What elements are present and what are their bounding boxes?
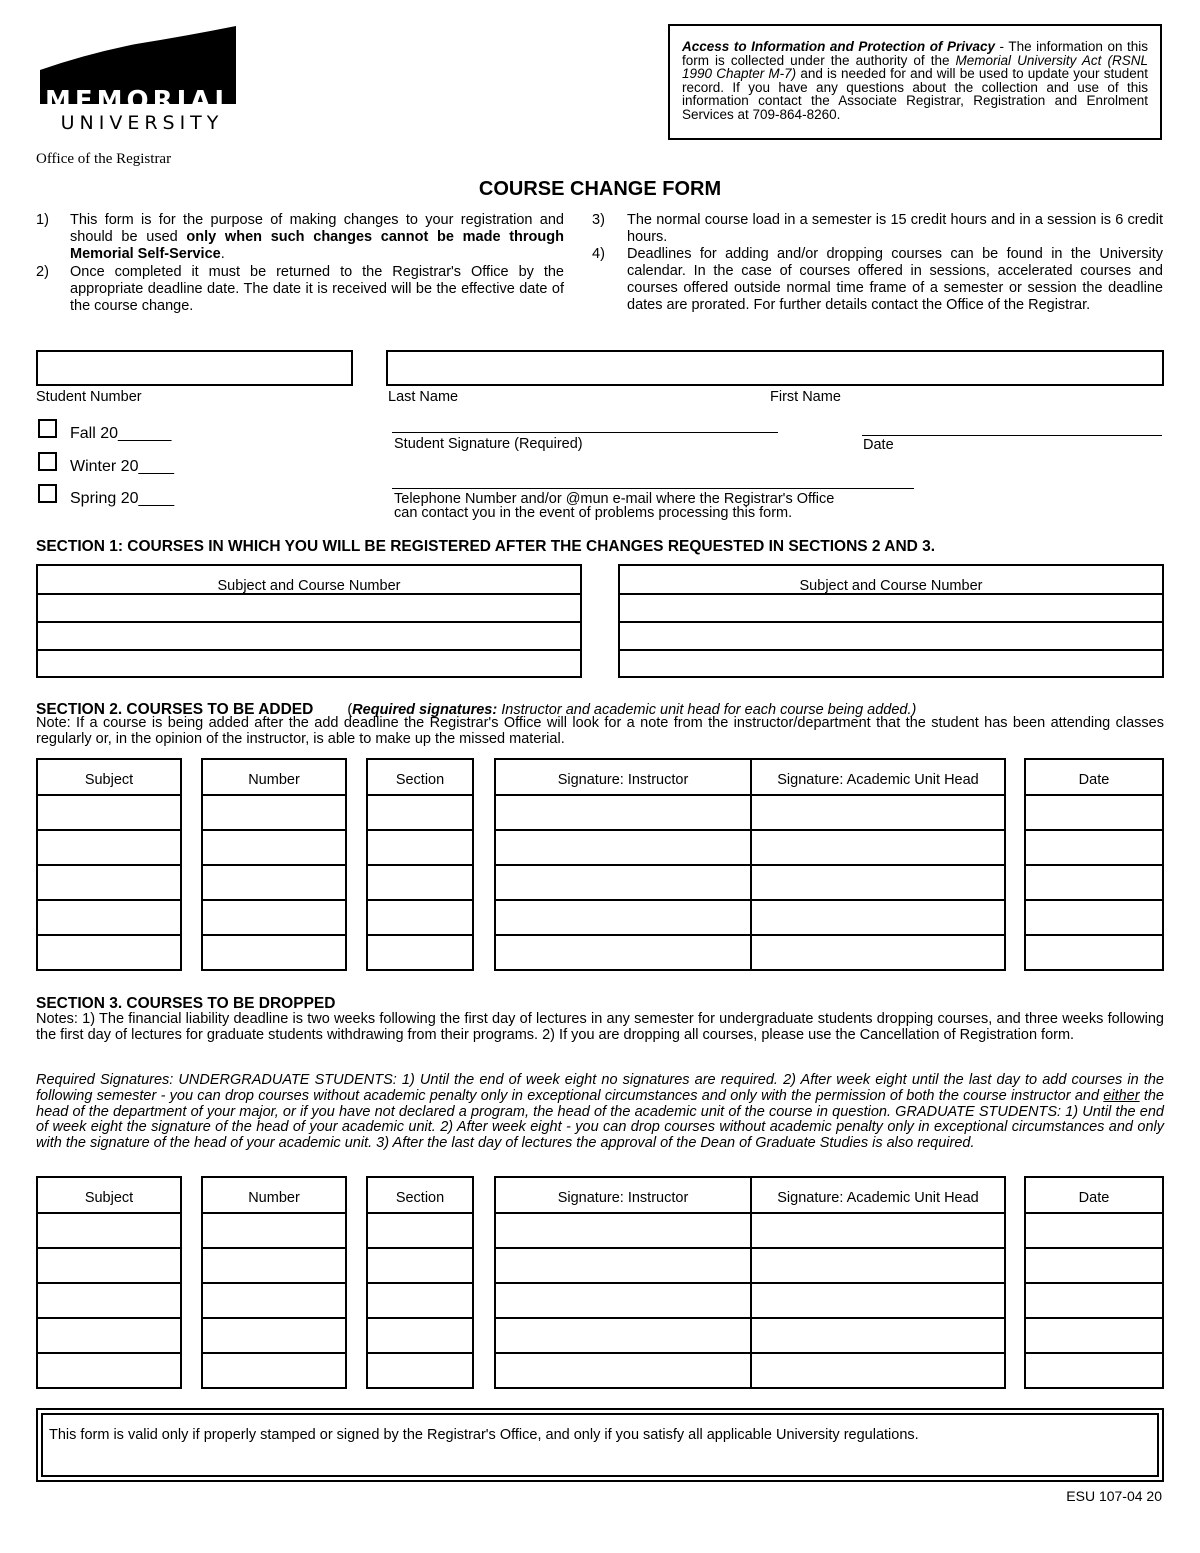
drop-table-header-subject: Subject bbox=[84, 1190, 134, 1206]
form-title: COURSE CHANGE FORM bbox=[478, 178, 722, 200]
drop-table-cell-section[interactable] bbox=[368, 1214, 472, 1249]
add-table-header-row bbox=[203, 760, 345, 796]
note-1-bold: only when such changes cannot be made through Memorial Self-Service bbox=[70, 229, 564, 262]
note-1-number: 1) bbox=[36, 212, 49, 228]
term-checkbox-fall[interactable] bbox=[38, 419, 57, 438]
drop-table-cell-number[interactable] bbox=[203, 1214, 345, 1249]
add-table-cell-date[interactable] bbox=[1026, 901, 1162, 936]
section-1-right-header: Subject and Course Number bbox=[799, 578, 983, 594]
term-label-fall bbox=[70, 425, 171, 443]
add-table-header-row bbox=[38, 760, 180, 796]
add-table-column-sig-unit-head bbox=[750, 758, 1006, 971]
add-table-cell-number[interactable] bbox=[203, 866, 345, 901]
term-fall-text: Fall 20 bbox=[70, 425, 119, 442]
add-table-header-date: Date bbox=[1078, 772, 1110, 788]
drop-table-cell-subject[interactable] bbox=[38, 1319, 180, 1354]
section-1-left-row[interactable] bbox=[38, 595, 580, 623]
drop-table-header-number: Number bbox=[248, 1190, 300, 1206]
note-1-post: . bbox=[220, 246, 225, 262]
add-table-cell-sig-unit-head[interactable] bbox=[752, 831, 1004, 866]
privacy-heading: Access to Information and Protection of Privacy bbox=[682, 39, 996, 54]
drop-table-cell-sig-instructor[interactable] bbox=[496, 1354, 750, 1389]
add-table-cell-section[interactable] bbox=[368, 796, 472, 831]
drop-table-header-section: Section bbox=[395, 1190, 445, 1206]
section-3-req-either: either bbox=[1103, 1087, 1140, 1104]
drop-table-cell-number[interactable] bbox=[203, 1284, 345, 1319]
date-label: Date bbox=[863, 437, 894, 453]
name-field[interactable] bbox=[386, 350, 1164, 386]
add-table-column-section bbox=[366, 758, 474, 971]
note-4-text: Deadlines for adding and/or dropping courses can be found in the University calendar. In the case of courses offered in sessions, accelerated courses and courses offered outside normal time frame of a semester or session the deadline dates are prorated. For further details contact the Office of the Registrar. bbox=[627, 246, 1163, 313]
section-3-title: SECTION 3. COURSES TO BE DROPPED bbox=[36, 995, 336, 1012]
student-number-value bbox=[38, 352, 351, 368]
add-table-cell-sig-instructor[interactable] bbox=[496, 901, 750, 936]
add-table-cell-section[interactable] bbox=[368, 866, 472, 901]
drop-table-header-row bbox=[496, 1178, 750, 1214]
term-label-winter bbox=[70, 458, 174, 476]
name-value bbox=[388, 352, 1162, 368]
section-2-req-text: Instructor and academic unit head for each course being added.) bbox=[497, 702, 917, 718]
drop-table-cell-sig-instructor[interactable] bbox=[496, 1249, 750, 1284]
drop-table-cell-subject[interactable] bbox=[38, 1284, 180, 1319]
privacy-act: Memorial University Act (RSNL 1990 Chapter M-7) bbox=[682, 52, 1148, 81]
add-table-cell-subject[interactable] bbox=[38, 831, 180, 866]
drop-table-header-sig-instructor: Signature: Instructor bbox=[557, 1190, 689, 1206]
drop-table-cell-sig-instructor[interactable] bbox=[496, 1319, 750, 1354]
drop-table-column-number bbox=[201, 1176, 347, 1389]
drop-table-column-sig-instructor bbox=[494, 1176, 752, 1389]
student-number-label: Student Number bbox=[36, 389, 142, 405]
add-table-cell-sig-instructor[interactable] bbox=[496, 936, 750, 971]
drop-table-cell-section[interactable] bbox=[368, 1354, 472, 1389]
logo-university: UNIVERSITY bbox=[60, 112, 224, 134]
contact-line[interactable] bbox=[392, 488, 914, 489]
section-1-right-row[interactable] bbox=[620, 623, 1162, 651]
term-spring-blank[interactable]: ____ bbox=[138, 490, 175, 507]
drop-table-column-sig-unit-head bbox=[750, 1176, 1006, 1389]
drop-table-cell-sig-instructor[interactable] bbox=[496, 1214, 750, 1249]
add-table-cell-subject[interactable] bbox=[38, 866, 180, 901]
drop-table-cell-sig-unit-head[interactable] bbox=[752, 1284, 1004, 1319]
note-2-text: Once completed it must be returned to the Registrar's Office by the appropriate deadline date. The date it is received will be the effective date of the course change. bbox=[70, 264, 564, 314]
drop-table-cell-number[interactable] bbox=[203, 1249, 345, 1284]
note-3-number: 3) bbox=[592, 212, 605, 228]
student-number-field[interactable] bbox=[36, 350, 353, 386]
add-table-cell-number[interactable] bbox=[203, 901, 345, 936]
privacy-notice-text bbox=[682, 40, 1148, 121]
drop-table-header-date: Date bbox=[1078, 1190, 1110, 1206]
add-table-cell-subject[interactable] bbox=[38, 796, 180, 831]
drop-table-cell-section[interactable] bbox=[368, 1249, 472, 1284]
privacy-text-1: - The information on this form is collected under the authority of the bbox=[682, 39, 1148, 68]
section-3-req-b: the head of the department of your major, or if you have not declared a program, the head of the academic unit of the course in question. GRADUATE STUDENTS: 1) Until the end of week eight the signature of the head of your academic unit. 2) After week eight - you can drop courses without academic penalty only in exceptional circumstances and only with the signature of the head of your academic unit. 3) After the last day of lectures the approval of the Dean of Graduate Studies is also required. bbox=[36, 1087, 1164, 1152]
drop-table-cell-date[interactable] bbox=[1026, 1354, 1162, 1389]
term-checkbox-spring[interactable] bbox=[38, 484, 57, 503]
add-table-cell-number[interactable] bbox=[203, 831, 345, 866]
section-3-notes: Notes: 1) The financial liability deadline is two weeks following the first day of lectures in any semester for undergraduate students dropping courses, and three weeks following the first day of lectures for graduate students withdrawing from their programs. 2) If you are dropping all courses, please use the Cancellation of Registration form. bbox=[36, 1011, 1164, 1043]
add-table-cell-sig-unit-head[interactable] bbox=[752, 866, 1004, 901]
section-1-left-table bbox=[36, 564, 582, 678]
drop-table-cell-sig-unit-head[interactable] bbox=[752, 1249, 1004, 1284]
drop-table-cell-sig-unit-head[interactable] bbox=[752, 1354, 1004, 1389]
section-3-required-signatures bbox=[36, 1073, 1164, 1152]
add-table-cell-date[interactable] bbox=[1026, 866, 1162, 901]
section-2-req-bold: Required signatures: bbox=[352, 702, 498, 718]
drop-table-header-row bbox=[1026, 1178, 1162, 1214]
drop-table-cell-subject[interactable] bbox=[38, 1354, 180, 1389]
drop-table-header-row bbox=[38, 1178, 180, 1214]
section-1-left-header: Subject and Course Number bbox=[217, 578, 401, 594]
add-table-column-date bbox=[1024, 758, 1164, 971]
add-table-cell-section[interactable] bbox=[368, 901, 472, 936]
drop-table-cell-date[interactable] bbox=[1026, 1319, 1162, 1354]
drop-table-cell-sig-instructor[interactable] bbox=[496, 1284, 750, 1319]
drop-table-cell-date[interactable] bbox=[1026, 1214, 1162, 1249]
student-signature-line[interactable] bbox=[392, 432, 778, 433]
last-name-label: Last Name bbox=[388, 389, 459, 405]
term-winter-blank[interactable]: ____ bbox=[138, 458, 175, 475]
add-table-cell-subject[interactable] bbox=[38, 901, 180, 936]
student-signature-label: Student Signature (Required) bbox=[394, 436, 583, 452]
validity-notice-box bbox=[36, 1408, 1164, 1482]
section-2-title: SECTION 2. COURSES TO BE ADDED bbox=[36, 701, 314, 718]
form-code: ESU 107-04 20 bbox=[1066, 1488, 1162, 1504]
drop-table-header-row bbox=[368, 1178, 472, 1214]
drop-table-cell-number[interactable] bbox=[203, 1319, 345, 1354]
term-spring-text: Spring 20 bbox=[70, 490, 139, 507]
drop-table-header-sig-unit-head: Signature: Academic Unit Head bbox=[777, 1190, 979, 1206]
section-1-right-table bbox=[618, 564, 1164, 678]
term-checkbox-winter[interactable] bbox=[38, 452, 57, 471]
drop-table-cell-date[interactable] bbox=[1026, 1249, 1162, 1284]
add-table-cell-subject[interactable] bbox=[38, 936, 180, 971]
note-1-text bbox=[70, 212, 564, 263]
drop-table-cell-subject[interactable] bbox=[38, 1249, 180, 1284]
add-table-header-row bbox=[368, 760, 472, 796]
section-2-req-open: ( bbox=[347, 702, 353, 718]
section-1-right-row[interactable] bbox=[620, 651, 1162, 676]
section-1-right-row[interactable] bbox=[620, 595, 1162, 623]
drop-table-cell-section[interactable] bbox=[368, 1284, 472, 1319]
add-table-header-sig-instructor: Signature: Instructor bbox=[557, 772, 689, 788]
add-table-cell-sig-unit-head[interactable] bbox=[752, 936, 1004, 971]
add-table-header-row bbox=[496, 760, 750, 796]
office-of-registrar: Office of the Registrar bbox=[36, 151, 172, 167]
drop-table-cell-subject[interactable] bbox=[38, 1214, 180, 1249]
add-table-cell-sig-unit-head[interactable] bbox=[752, 796, 1004, 831]
add-table-cell-date[interactable] bbox=[1026, 831, 1162, 866]
drop-table-cell-section[interactable] bbox=[368, 1319, 472, 1354]
drop-table-column-date bbox=[1024, 1176, 1164, 1389]
university-logo bbox=[36, 24, 241, 134]
section-1-left-row[interactable] bbox=[38, 623, 580, 651]
drop-table-header-row bbox=[752, 1178, 1004, 1214]
add-table-header-subject: Subject bbox=[84, 772, 134, 788]
section-1-right-header-row bbox=[620, 566, 1162, 595]
add-table-cell-date[interactable] bbox=[1026, 796, 1162, 831]
add-table-column-number bbox=[201, 758, 347, 971]
add-table-header-row bbox=[1026, 760, 1162, 796]
drop-table-header-row bbox=[203, 1178, 345, 1214]
add-table-cell-section[interactable] bbox=[368, 936, 472, 971]
note-4-number: 4) bbox=[592, 246, 605, 262]
drop-table-cell-sig-unit-head[interactable] bbox=[752, 1319, 1004, 1354]
add-table-cell-section[interactable] bbox=[368, 831, 472, 866]
note-3-text: The normal course load in a semester is 15 credit hours and in a session is 6 credit hours. bbox=[627, 212, 1163, 245]
add-table-header-row bbox=[752, 760, 1004, 796]
add-table-cell-date[interactable] bbox=[1026, 936, 1162, 971]
section-1-title: SECTION 1: COURSES IN WHICH YOU WILL BE REGISTERED AFTER THE CHANGES REQUESTED IN SECTIONS 2 AND 3. bbox=[36, 538, 936, 555]
add-table-cell-sig-unit-head[interactable] bbox=[752, 901, 1004, 936]
privacy-text-2: and is needed for and will be used to update your student record. If you have any questions about the collection and use of this information contact the Associate Registrar, Registration and Enrolment Services at 709-864-8260. bbox=[682, 66, 1148, 122]
add-table-cell-sig-instructor[interactable] bbox=[496, 866, 750, 901]
add-table-cell-number[interactable] bbox=[203, 936, 345, 971]
contact-label-1: Telephone Number and/or @mun e-mail where the Registrar's Office bbox=[394, 491, 835, 507]
note-2-number: 2) bbox=[36, 264, 49, 280]
drop-table-column-section bbox=[366, 1176, 474, 1389]
logo-memorial: MEMORIAL bbox=[45, 86, 235, 116]
section-2-note: Note: If a course is being added after the add deadline the Registrar's Office will look for a note from the instructor/department that the student has been attending classes regularly or, in the opinion of the instructor, is able to make up the missed material. bbox=[36, 715, 1164, 747]
section-3-req-a: Required Signatures: UNDERGRADUATE STUDENTS: 1) Until the end of week eight no signatures are required. 2) After week eight until the last day to add courses in the following semester - you can drop courses without academic penalty only in exceptional circumstances and only with the permission of both the course instructor and bbox=[36, 1072, 1164, 1104]
drop-table-cell-number[interactable] bbox=[203, 1354, 345, 1389]
validity-notice-text: This form is valid only if properly stamped or signed by the Registrar's Office, and only if you satisfy all applicable University regulations. bbox=[49, 1427, 919, 1443]
add-table-column-sig-instructor bbox=[494, 758, 752, 971]
section-1-left-header-row bbox=[38, 566, 580, 595]
drop-table-cell-date[interactable] bbox=[1026, 1284, 1162, 1319]
add-table-header-number: Number bbox=[248, 772, 300, 788]
note-1-pre: This form is for the purpose of making changes to your registration and should be used bbox=[70, 212, 564, 245]
drop-table-column-subject bbox=[36, 1176, 182, 1389]
drop-table-cell-sig-unit-head[interactable] bbox=[752, 1214, 1004, 1249]
add-table-column-subject bbox=[36, 758, 182, 971]
add-table-cell-sig-instructor[interactable] bbox=[496, 796, 750, 831]
date-line[interactable] bbox=[862, 435, 1162, 436]
term-label-spring bbox=[70, 490, 174, 508]
add-table-cell-number[interactable] bbox=[203, 796, 345, 831]
section-1-left-row[interactable] bbox=[38, 651, 580, 676]
add-table-header-section: Section bbox=[395, 772, 445, 788]
contact-label-2: can contact you in the event of problems processing this form. bbox=[394, 505, 793, 521]
term-winter-text: Winter 20 bbox=[70, 458, 139, 475]
term-fall-blank[interactable]: ______ bbox=[118, 425, 172, 442]
first-name-label: First Name bbox=[770, 389, 841, 405]
privacy-notice-box bbox=[668, 24, 1162, 140]
add-table-header-sig-unit-head: Signature: Academic Unit Head bbox=[777, 772, 979, 788]
add-table-cell-sig-instructor[interactable] bbox=[496, 831, 750, 866]
